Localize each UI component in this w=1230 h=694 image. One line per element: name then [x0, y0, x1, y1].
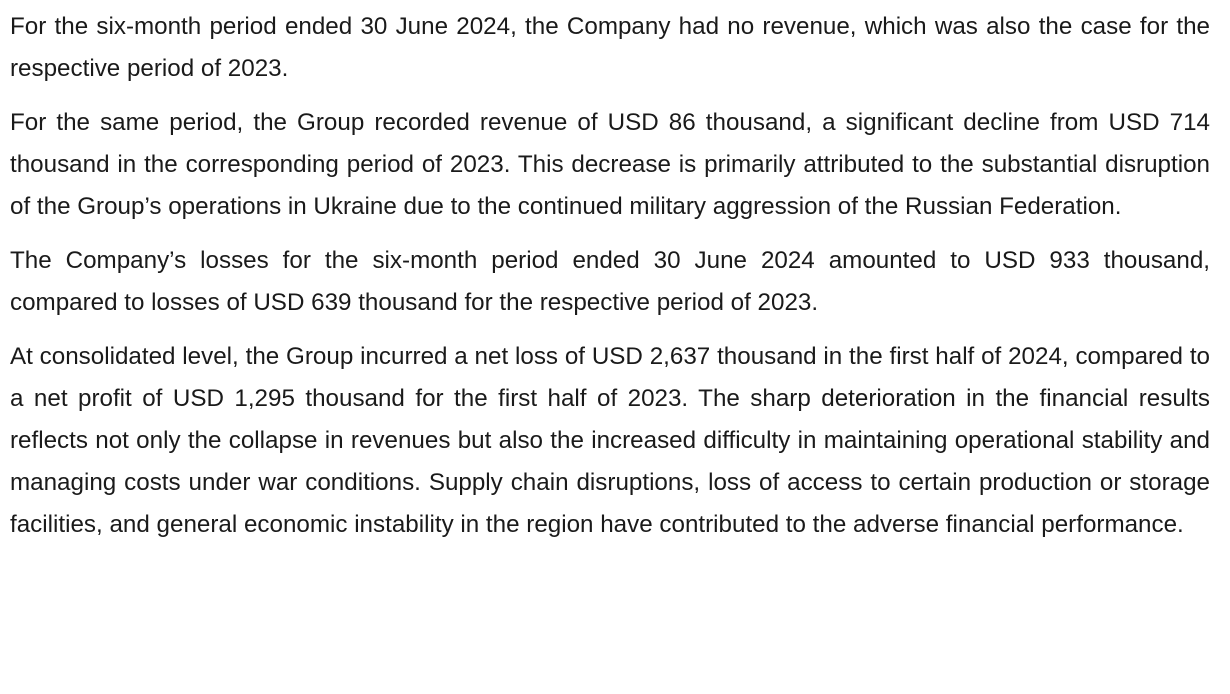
- document-page: [10, 6, 1210, 558]
- paragraph-consolidated-results: At consolidated level, the Group incurred a net loss of USD 2,637 thousand in the first half of 2024, compared to a net profit of USD 1,295 thousand for the first half of 2023. The sharp deterioration in the financial results reflects not only the collapse in revenues but also the increased difficulty in maintaining operational stability and managing costs under war conditions. Supply chain disruptions, loss of access to certain production or storage facilities, and general economic instability in the region have contributed to the adverse financial performance.: [10, 343, 1210, 538]
- paragraph-company-losses: The Company’s losses for the six-month period ended 30 June 2024 amounted to USD 933 thousand, compared to losses of USD 639 thousand for the respective period of 2023.: [10, 247, 1210, 316]
- paragraph-company-revenue: For the six-month period ended 30 June 2024, the Company had no revenue, which was also the case for the respective period of 2023.: [10, 13, 1210, 82]
- paragraph-group-revenue: For the same period, the Group recorded revenue of USD 86 thousand, a significant decline from USD 714 thousand in the corresponding period of 2023. This decrease is primarily attributed to the substantial disruption of the Group’s operations in Ukraine due to the continued military aggression of the Russian Federation.: [10, 109, 1210, 220]
